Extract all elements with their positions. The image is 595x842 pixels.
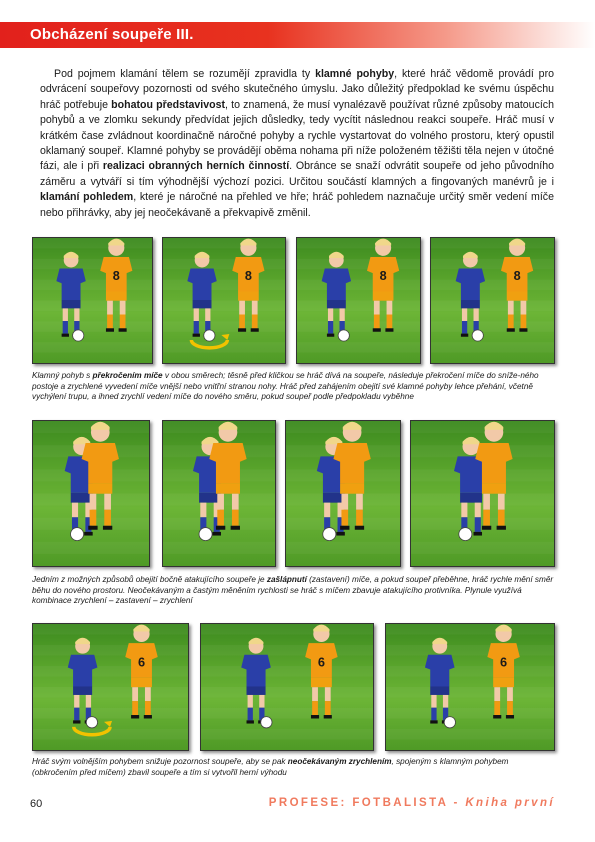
footer-main: PROFESE: FOTBALISTA - (268, 797, 466, 809)
caption-row2 (32, 575, 554, 607)
section-title-bar (0, 22, 595, 48)
intro-paragraph (40, 67, 554, 221)
ball-icon (338, 330, 349, 341)
photo-row2-1 (32, 420, 150, 567)
svg-text:8: 8 (379, 269, 387, 283)
intro-segment: , které hráč vědomě provádí pro odvrácení soupeřovy pozornosti od svého skutečného úmyslu. Jako důležitý předpoklad ke svému úspěchu hráč potřebuje (40, 68, 554, 111)
intro-segment: Pod pojmem klamání tělem se rozumějí zpravidla ty (54, 68, 316, 80)
caption-row1 (32, 371, 554, 403)
caption-segment: v obou směrech; těsně před kličkou se hráč dívá na soupeře, následuje překročení míče do sníže-ného postoje a zrychlené vyvedení míče vnější nebo vnitřní stranou nohy. Hráč před zahájením obejití své klamné pohyby lehce přehání, včetně vychýlení trupu, a ihned zrychlí vedení míče do nového směru, pokud soupeř podle předpokladu vyběhne (32, 371, 539, 402)
svg-text:8: 8 (112, 269, 120, 283)
ball-icon (323, 528, 336, 541)
ball-icon (199, 528, 212, 541)
photo-row2-4 (410, 420, 555, 567)
page-title: Obcházení soupeře III. (30, 26, 194, 43)
intro-segment: bohatou představivost (111, 98, 226, 111)
intro-segment: . Obránce se snaží odvrátit soupeře od jeho původního záměru a vytváří si tím výhodnější výchozí pozici. Určitou součástí klamných a fingovaných manévrů je i (40, 160, 554, 188)
ball-icon (73, 330, 84, 341)
svg-text:6: 6 (137, 654, 146, 670)
photo-row3-2 (200, 623, 374, 751)
photo-row1-4 (430, 237, 555, 364)
svg-text:6: 6 (317, 654, 325, 670)
ball-icon (86, 717, 97, 728)
ball-icon (444, 717, 455, 728)
intro-segment: klamné pohyby (315, 68, 395, 80)
caption-segment: (zastavení) míče, a pokud soupeř přeběhne, hráč rychle mění směr běhu do nového prostoru. Neočekávaným a častým měněním rychlosti se hráč s míčem zbavuje atakujícího protivníka. Plynule využívá kombinace zrychlení – zastavení – zrychlení (32, 575, 554, 606)
ball-icon (472, 330, 483, 341)
caption-segment: Klamný pohyb s (32, 371, 93, 380)
caption-segment: neočekávaným zrychlením (287, 757, 392, 766)
photo-row2-3 (285, 420, 401, 567)
caption-segment: , spojeným s klamným pohybem (obkročením před míčem) zbavil soupeře a tím si vytvořil herní výhodu (32, 757, 509, 777)
intro-segment: , to znamená, že musí vynalézavě používat různé způsoby matoucích pohybů a ve zlomku sekundy předvídat jejich důsledky, tedy vycítit následnou reakci soupeře. Hráč musí v krátkém čase zvládnout koordinačně náročné pohyby a rychle vystartovat do volného prostoru, který opustil oklamaný soupeř. Klamné pohyby se provádějí oběma nohama při níže položeném těžišti těla nejen v útočné fázi, ale i při (40, 98, 554, 173)
photo-row3-1 (32, 623, 189, 751)
intro-segment: , které je náročné na přehled ve hře; hráč pohledem naznačuje určitý směr vedení míče nebo přihrávky, aby jej neočekávaně a překvapivě změnil. (40, 191, 554, 219)
caption-row3 (32, 757, 554, 778)
caption-segment: Hráč svým volnějším pohybem snižuje pozornost soupeře, aby se pak (32, 757, 288, 766)
intro-segment: realizaci obranných herních činností (102, 160, 290, 173)
page-number: 60 (30, 798, 43, 810)
footer-series-title (269, 797, 555, 809)
photo-row3-3 (385, 623, 555, 751)
photo-row2-2 (162, 420, 276, 567)
photo-row1-2 (162, 237, 286, 364)
ball-icon (71, 528, 84, 541)
caption-segment: zašlápnutí (266, 575, 307, 584)
svg-text:6: 6 (500, 654, 508, 670)
ball-icon (261, 717, 272, 728)
footer-italic: Kniha první (465, 797, 555, 809)
intro-segment: klamání pohledem (40, 191, 134, 204)
svg-text:8: 8 (244, 269, 252, 283)
ball-icon (459, 528, 472, 541)
ball-icon (204, 330, 215, 341)
photo-row1-3 (296, 237, 421, 364)
caption-segment: překročením míče (92, 371, 163, 380)
photo-row1-1 (32, 237, 153, 364)
svg-text:8: 8 (513, 269, 521, 283)
caption-segment: Jedním z možných způsobů obejití bočně atakujícího soupeře je (32, 575, 267, 584)
